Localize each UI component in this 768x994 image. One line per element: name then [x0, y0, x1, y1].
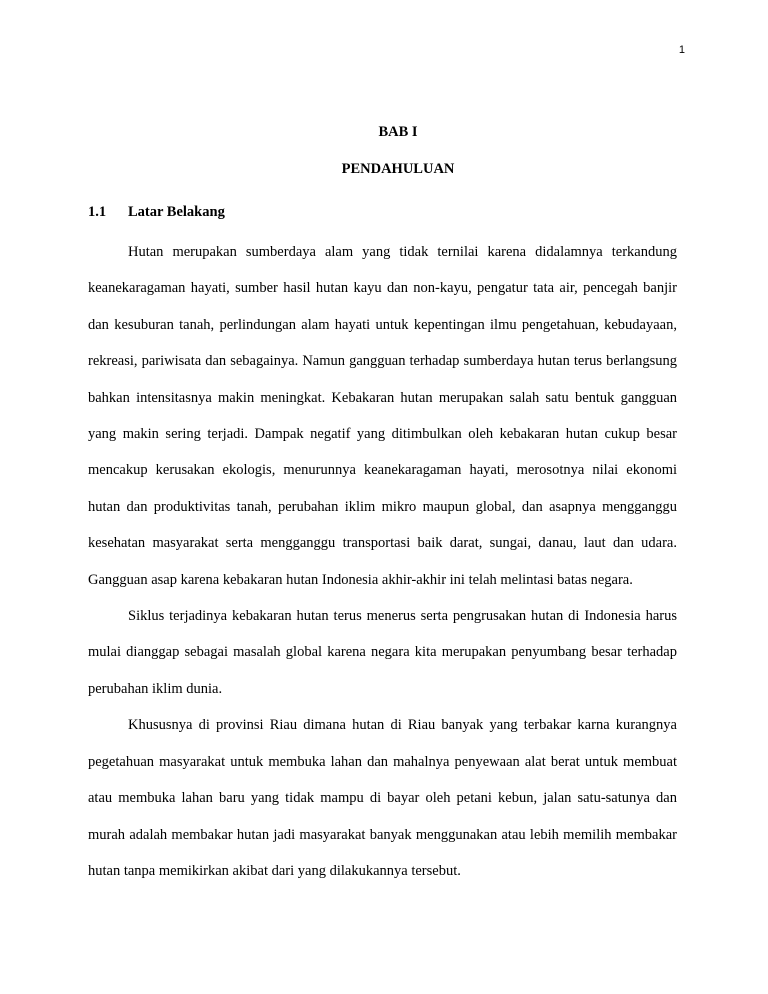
- chapter-title: PENDAHULUAN: [341, 161, 455, 177]
- section-heading: [88, 204, 225, 221]
- paragraph: Siklus terjadinya kebakaran hutan terus menerus serta pengrusakan hutan di Indonesia harus mulai dianggap sebagai masalah global karena negara kita merupakan penyumbang besar terhadap perubahan iklim dunia.: [88, 608, 677, 697]
- paragraph: Hutan merupakan sumberdaya alam yang tidak ternilai karena didalamnya terkandung keanekaragaman hayati, sumber hasil hutan kayu dan non-kayu, pengatur tata air, pencegah banjir dan kesuburan tanah, perlindungan alam hayati untuk kepentingan ilmu pengetahuan, kebudayaan, rekreasi, pariwisata dan sebagainya. Namun gangguan terhadap sumberdaya hutan terus berlangsung bahkan intensitasnya makin meningkat. Kebakaran hutan merupakan salah satu bentuk gangguan yang makin sering terjadi. Dampak negatif yang ditimbulkan oleh kebakaran hutan cukup besar mencakup kerusakan ekologis, menurunnya keanekaragaman hayati, merosotnya nilai ekonomi hutan dan produktivitas tanah, perubahan iklim mikro maupun global, dan asapnya mengganggu kesehatan masyarakat serta mengganggu transportasi baik darat, sungai, danau, laut dan udara. Gangguan asap karena kebakaran hutan Indonesia akhir-akhir ini telah melintasi batas negara.: [88, 244, 677, 588]
- page-number: 1: [678, 44, 685, 56]
- body-text: [88, 234, 677, 889]
- paragraph: Khususnya di provinsi Riau dimana hutan di Riau banyak yang terbakar karna kurangnya pegetahuan masyarakat untuk membuka lahan dan mahalnya penyewaan alat berat untuk membuat atau membuka lahan baru yang tidak mampu di bayar oleh petani kebun, jalan satu-satunya dan murah adalah membakar hutan jadi masyarakat banyak menggunakan atau lebih memilih membakar hutan tanpa memikirkan akibat dari yang dilakukannya tersebut.: [88, 717, 677, 879]
- chapter-number: BAB I: [378, 124, 418, 140]
- section-title: Latar Belakang: [128, 204, 225, 220]
- section-number: 1.1: [88, 204, 107, 220]
